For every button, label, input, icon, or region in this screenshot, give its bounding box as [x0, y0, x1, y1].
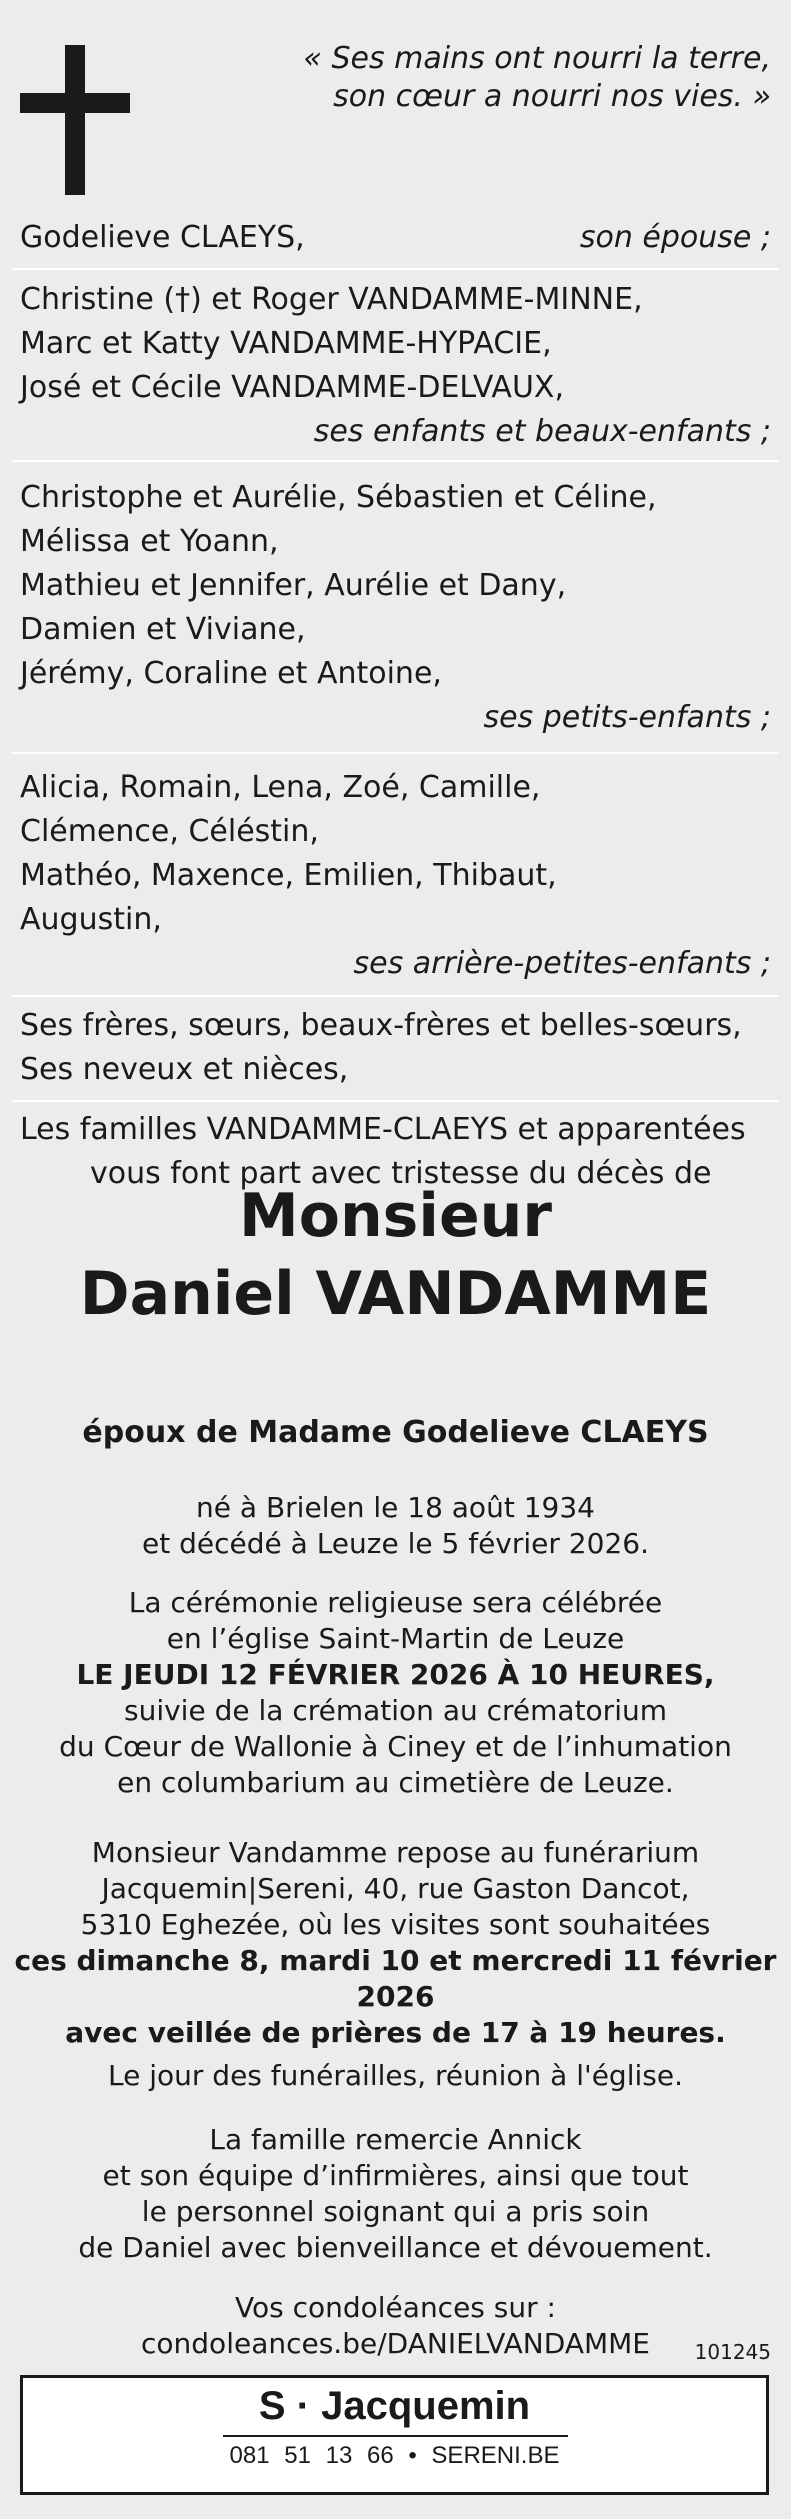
condolences-label: Vos condoléances sur : [235, 2291, 556, 2324]
divider [12, 995, 779, 997]
visits-line: Jacquemin|Sereni, 40, rue Gaston Dancot, [101, 1872, 690, 1905]
divider [12, 460, 779, 462]
ceremony-section [0, 1585, 791, 1801]
extended-family-section [20, 1004, 771, 1092]
death-line: et décédé à Leuze le 5 février 2026. [142, 1527, 649, 1560]
visits-section [0, 1835, 791, 2051]
bullet-separator: • [408, 2442, 417, 2469]
funeral-home-logo [20, 2375, 769, 2495]
funeral-home-website: SERENI.BE [431, 2442, 560, 2469]
nephews-line: Ses neveux et nièces, [20, 1052, 349, 1087]
ceremony-line: en columbarium au cimetière de Leuze. [117, 1766, 674, 1799]
grandchildren-line: Mélissa et Yoann, [20, 524, 279, 559]
children-line: Christine (†) et Roger VANDAMME-MINNE, [20, 282, 643, 317]
birth-line: né à Brielen le 18 août 1934 [196, 1491, 595, 1524]
great-grandchildren-line: Mathéo, Maxence, Emilien, Thibaut, [20, 858, 557, 893]
families-line: Les familles VANDAMME-CLAEYS et apparentées [20, 1112, 746, 1147]
header [0, 0, 791, 200]
reference-number: 101245 [694, 2340, 771, 2364]
cross-icon [20, 45, 130, 195]
thanks-line: de Daniel avec bienveillance et dévouement. [78, 2231, 713, 2264]
divider [12, 1100, 779, 1102]
grandchildren-section [20, 476, 771, 740]
deceased-name: Daniel VANDAMME [79, 1259, 712, 1329]
grandchildren-line: Damien et Viviane, [20, 612, 306, 647]
visits-line: Monsieur Vandamme repose au funérarium [91, 1836, 700, 1869]
announcement-line: vous font part avec tristesse du décès de [90, 1156, 712, 1191]
spouse-name: Godelieve CLAEYS, [20, 220, 305, 255]
quote-line-2: son cœur a nourri nos vies. » [333, 79, 771, 114]
ceremony-line: suivie de la crémation au crématorium [124, 1694, 667, 1727]
spouse-section [20, 216, 771, 260]
divider [12, 752, 779, 754]
condolences-url: condoleances.be/DANIELVANDAMME [141, 2327, 650, 2360]
thanks-line: La famille remercie Annick [209, 2123, 582, 2156]
great-grandchildren-line: Alicia, Romain, Lena, Zoé, Camille, [20, 770, 541, 805]
epigraph-quote [211, 40, 771, 116]
spouse-role: son épouse ; [579, 220, 771, 255]
visits-line: 5310 Eghezée, où les visites sont souhaitées [80, 1908, 711, 1941]
ceremony-date: LE JEUDI 12 FÉVRIER 2026 À 10 HEURES, [76, 1658, 715, 1691]
logo-divider [223, 2435, 568, 2437]
condolences-section [0, 2290, 791, 2362]
great-grandchildren-role: ses arrière-petites-enfants ; [353, 946, 771, 981]
deceased-spouse-line: époux de Madame Godelieve CLAEYS [82, 1415, 709, 1450]
children-role: ses enfants et beaux-enfants ; [313, 414, 771, 449]
visits-dates: ces dimanche 8, mardi 10 et mercredi 11 février 2026 [14, 1944, 777, 2013]
grandchildren-line: Mathieu et Jennifer, Aurélie et Dany, [20, 568, 567, 603]
funeral-home-phone: 081 51 13 66 [229, 2442, 394, 2469]
great-grandchildren-line: Clémence, Céléstin, [20, 814, 319, 849]
deceased-title: Monsieur [239, 1181, 552, 1251]
siblings-line: Ses frères, sœurs, beaux-frères et belles-sœurs, [20, 1008, 742, 1043]
visits-vigil: avec veillée de prières de 17 à 19 heures. [65, 2016, 726, 2049]
ceremony-line: du Cœur de Wallonie à Ciney et de l’inhumation [59, 1730, 732, 1763]
grandchildren-line: Jérémy, Coraline et Antoine, [20, 656, 442, 691]
meeting-line: Le jour des funérailles, réunion à l'église. [108, 2059, 683, 2092]
ceremony-line: La cérémonie religieuse sera célébrée [128, 1586, 663, 1619]
thanks-section [0, 2122, 791, 2266]
ceremony-line: en l’église Saint-Martin de Leuze [166, 1622, 625, 1655]
great-grandchildren-line: Augustin, [20, 902, 162, 937]
children-line: José et Cécile VANDAMME-DELVAUX, [20, 370, 564, 405]
dates-section [0, 1490, 791, 1562]
funeral-home-name: S · Jacquemin [258, 2384, 531, 2428]
funeral-home-contact [23, 2442, 766, 2470]
quote-line-1: « Ses mains ont nourri la terre, [303, 41, 771, 76]
grandchildren-role: ses petits-enfants ; [483, 700, 771, 735]
divider [12, 268, 779, 270]
thanks-line: le personnel soignant qui a pris soin [141, 2195, 650, 2228]
great-grandchildren-section [20, 766, 771, 986]
grandchildren-line: Christophe et Aurélie, Sébastien et Céline, [20, 480, 657, 515]
children-section [20, 278, 771, 454]
children-line: Marc et Katty VANDAMME-HYPACIE, [20, 326, 552, 361]
thanks-line: et son équipe d’infirmières, ainsi que tout [102, 2159, 689, 2192]
